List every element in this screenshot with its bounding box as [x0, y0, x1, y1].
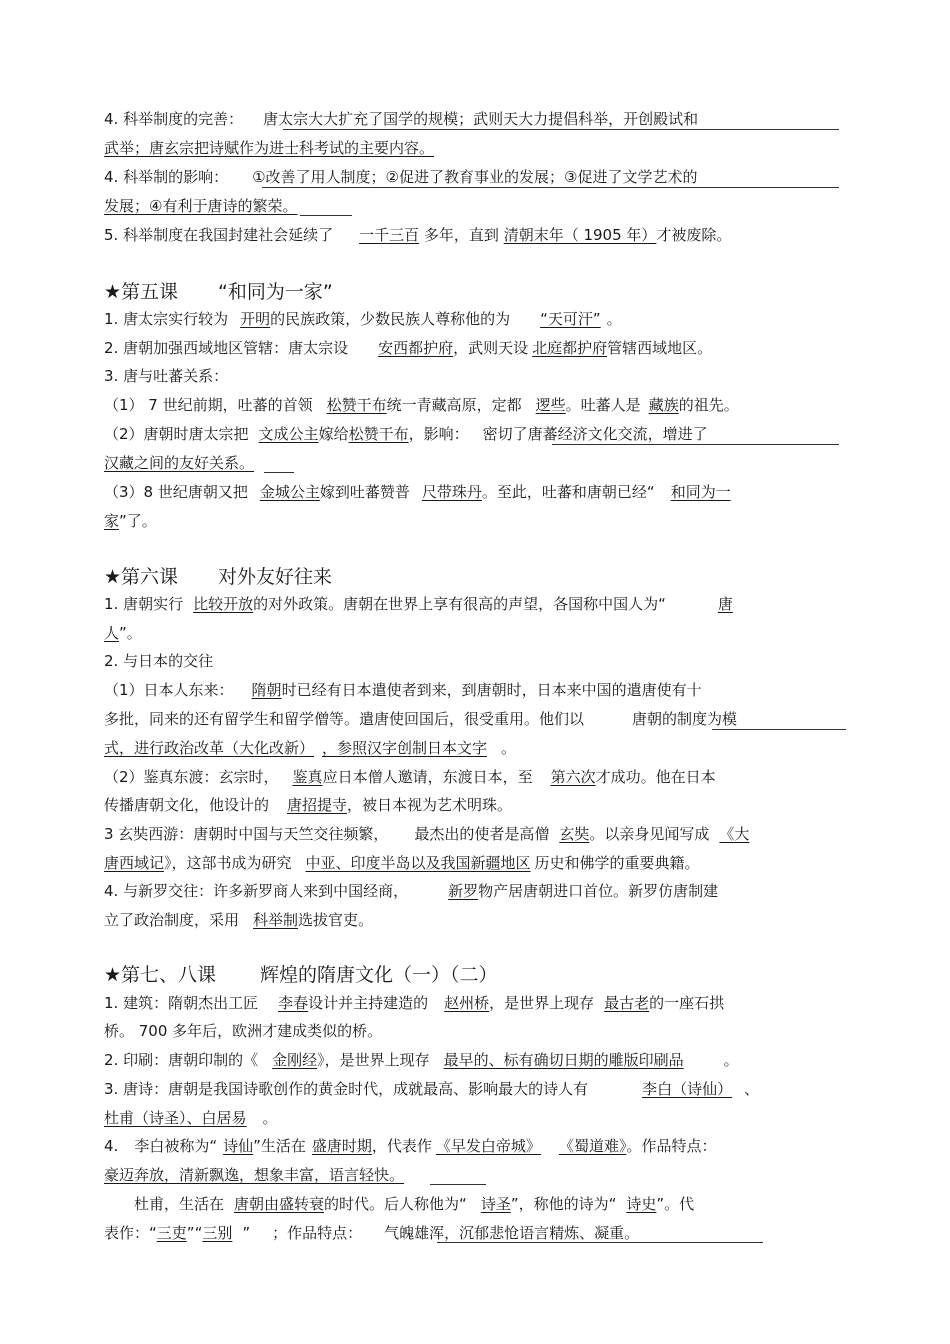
text-segment: 传播唐朝文化，他设计的	[104, 796, 270, 814]
text-line	[104, 765, 716, 789]
heading-title: “和同为一家”	[218, 281, 333, 303]
text-segment: 统一青藏高原，定都	[386, 396, 522, 414]
filled-answer: 唐西域记	[104, 854, 165, 872]
text-line	[104, 364, 228, 388]
filled-answer: 中亚、印度半岛以及我国新疆地区	[305, 854, 531, 872]
text-segment: 3. 唐诗：唐朝是我国诗歌创作的黄金时代，成就最高、影响最大的诗人有	[104, 1080, 589, 1098]
text-segment: ，是世界上现存	[489, 994, 595, 1012]
filled-answer: 科举制	[253, 911, 299, 929]
answer-underline	[262, 187, 839, 188]
text-line	[104, 307, 622, 331]
text-segment: 4. 科举制的影响：	[104, 168, 229, 186]
answer-underline	[430, 1184, 486, 1185]
filled-answer: 汉藏之间的友好关系。	[104, 454, 255, 472]
text-segment: 》，这部书成为研究	[164, 854, 292, 872]
text-segment: 杜甫，生活在	[134, 1195, 225, 1213]
text-segment: 。吐蕃人是	[565, 396, 641, 414]
filled-answer: 松赞干布	[348, 425, 409, 443]
text-segment: 5. 科举制度在我国封建社会延续了	[104, 226, 334, 244]
text-segment: 立了政治制度，采用	[104, 911, 240, 929]
filled-answer: 尺带珠丹	[421, 483, 482, 501]
text-segment: 才成功。他在日本	[595, 768, 716, 786]
answer-underline	[712, 729, 846, 730]
filled-answer: 金刚经	[272, 1051, 318, 1069]
text-line	[104, 223, 731, 247]
text-segment: 4. 与新罗交往：许多新罗商人来到中国经商，	[104, 882, 409, 900]
filled-answer: 盛唐时期	[311, 1137, 372, 1155]
answer-underline	[552, 444, 839, 445]
filled-answer: 李白（诗仙）	[642, 1080, 733, 1098]
text-line	[104, 908, 373, 932]
text-line	[104, 991, 724, 1015]
filled-answer: 气魄雄浑，沉郁悲怆语言精炼、凝重。	[384, 1224, 640, 1242]
filled-answer: 清朝末年（ 1905 年）	[503, 226, 657, 244]
heading-number: ★第七、八课	[104, 964, 217, 986]
text-line	[104, 1106, 278, 1130]
text-line	[104, 136, 434, 160]
text-segment: 。作品特点：	[626, 1137, 717, 1155]
text-segment: ，被日本视为艺术明珠。	[347, 796, 513, 814]
text-segment: ，代表作	[371, 1137, 432, 1155]
text-line	[104, 879, 718, 903]
filled-answer: 鉴真	[292, 768, 323, 786]
text-line	[104, 592, 733, 616]
text-segment: 3. 唐与吐蕃关系：	[104, 367, 229, 385]
filled-answer: 藏族	[648, 396, 679, 414]
filled-answer: 唐太宗大大扩充了国学的规模；武则天大力提倡科举，开创殿试和	[263, 110, 699, 128]
text-line	[104, 1163, 404, 1187]
heading-number: ★第六课	[104, 566, 179, 588]
text-segment: （2）鉴真东渡：玄宗时，	[104, 768, 279, 786]
filled-answer: “天可汗”	[540, 310, 601, 328]
filled-answer: 松赞干布	[326, 396, 387, 414]
filled-answer: 李春	[278, 994, 309, 1012]
filled-answer: 北庭都护府	[532, 339, 608, 357]
text-segment: 李白被称为“	[134, 1137, 218, 1155]
text-segment: 的民族政策，少数民族人尊称他的为	[270, 310, 511, 328]
filled-answer: 诗史	[626, 1195, 657, 1213]
answer-underline	[264, 472, 294, 473]
text-segment: 》，是世界上现存	[317, 1051, 430, 1069]
text-segment: 1. 唐朝实行	[104, 595, 184, 613]
text-line	[104, 336, 712, 360]
text-segment: 、	[744, 1080, 760, 1098]
filled-answer: 诗圣	[480, 1195, 511, 1213]
text-segment: ”。	[119, 624, 142, 642]
filled-answer: 唐招提寺	[287, 796, 348, 814]
filled-answer: 最古老	[604, 994, 650, 1012]
filled-answer: 人	[104, 624, 120, 642]
filled-answer: 发展；④有利于唐诗的繁荣。	[104, 197, 298, 215]
filled-answer: 隋朝	[251, 681, 282, 699]
text-segment: 表作：“	[104, 1224, 157, 1242]
filled-answer: 唐朝由盛转衰	[234, 1195, 325, 1213]
text-segment: 。	[262, 1109, 278, 1127]
text-segment: 。	[606, 310, 622, 328]
filled-answer: 诗仙	[223, 1137, 254, 1155]
answer-underline	[437, 1242, 763, 1243]
text-line	[104, 793, 512, 817]
text-line	[134, 1192, 694, 1216]
text-segment: 2. 与日本的交往	[104, 652, 214, 670]
filled-answer: 武举；唐玄宗把诗赋作为进士科考试的主要内容。	[104, 139, 435, 157]
text-segment: 嫁给	[318, 425, 349, 443]
filled-answer: 和同为一	[670, 483, 731, 501]
section-heading	[104, 278, 333, 306]
text-segment: （3）8 世纪唐朝又把	[104, 483, 248, 501]
text-line	[104, 165, 697, 189]
text-segment: （1） 7 世纪前期，吐蕃的首领	[104, 396, 313, 414]
text-segment: 1. 唐太宗实行较为	[104, 310, 229, 328]
text-segment: 最杰出的使者是高僧	[414, 825, 550, 843]
filled-answer: 唐朝的制度为模	[632, 710, 738, 728]
text-segment: 桥。 700 多年后，欧洲才建成类似的桥。	[104, 1022, 383, 1040]
text-segment: 嫁到吐蕃赞普	[319, 483, 410, 501]
filled-answer: 唐	[717, 595, 733, 613]
text-segment: 2. 印刷：唐朝印制的《	[104, 1051, 259, 1069]
filled-answer: 密切了唐蕃经济文化交流，增进了	[482, 425, 708, 443]
text-segment: 的一座石拱	[649, 994, 725, 1012]
text-line	[104, 707, 737, 731]
section-heading	[104, 961, 498, 989]
filled-answer: 安西都护府	[378, 339, 454, 357]
text-segment: 1. 建筑：隋朝杰出工匠	[104, 994, 259, 1012]
text-segment: ”“	[186, 1224, 203, 1242]
text-line	[104, 1077, 759, 1101]
section-heading	[104, 563, 332, 591]
text-line	[104, 736, 516, 760]
text-segment: ；作品特点：	[272, 1224, 363, 1242]
text-segment: 4.	[104, 1137, 119, 1155]
filled-answer: 《早发白帝城》	[435, 1137, 541, 1155]
text-line	[104, 678, 702, 702]
text-segment: 多批，同来的还有留学生和留学僧等。遣唐使回国后，很受重用。他们以	[104, 710, 585, 728]
filled-answer: 三别	[202, 1224, 233, 1242]
filled-answer: 逻些	[535, 396, 566, 414]
filled-answer: 家	[104, 512, 120, 530]
text-line	[104, 649, 213, 673]
text-line	[104, 822, 749, 846]
filled-answer: 文成公主	[258, 425, 319, 443]
heading-title: 辉煌的隋唐文化（一）（二）	[260, 964, 498, 986]
text-line	[104, 480, 731, 504]
text-line	[104, 1019, 382, 1043]
filled-answer: 玄奘	[559, 825, 590, 843]
text-segment: 。	[501, 739, 517, 757]
text-segment: ，影响：	[408, 425, 469, 443]
text-line	[104, 194, 297, 218]
text-line	[104, 451, 254, 475]
text-segment: 多年，直到	[423, 226, 499, 244]
text-segment: 2. 唐朝加强西域地区管辖：唐太宗设	[104, 339, 349, 357]
filled-answer: 豪迈奔放，清新飘逸，想象丰富，语言轻快。	[104, 1166, 405, 1184]
filled-answer: 新罗	[448, 882, 479, 900]
text-segment: 才被废除。	[656, 226, 732, 244]
text-segment: 的时代。后人称他为“	[324, 1195, 467, 1213]
answer-underline	[300, 215, 352, 216]
text-segment: 。	[723, 1051, 739, 1069]
text-segment: （1）日本人东来：	[104, 681, 234, 699]
text-segment: 的祖先。	[678, 396, 739, 414]
filled-answer: 赵州桥	[444, 994, 490, 1012]
text-line	[104, 509, 157, 533]
answer-underline	[283, 129, 839, 130]
text-segment: 选拔官吏。	[298, 911, 374, 929]
filled-answer: 《蜀道难》	[558, 1137, 627, 1155]
text-segment: 物产居唐朝进口首位。新罗仿唐制建	[478, 882, 719, 900]
text-segment: 。以亲身见闻写成	[589, 825, 710, 843]
text-segment: 历史和佛学的重要典籍。	[534, 854, 700, 872]
text-line	[104, 1134, 716, 1158]
text-segment: 3 玄奘西游：唐朝时中国与天竺交往频繁，	[104, 825, 389, 843]
filled-answer: 开明	[240, 310, 271, 328]
heading-number: ★第五课	[104, 281, 179, 303]
text-line	[104, 1048, 739, 1072]
filled-answer: 金城公主	[259, 483, 320, 501]
text-segment: ，武则天设	[453, 339, 529, 357]
text-line	[104, 621, 142, 645]
text-segment: ”	[242, 1224, 251, 1242]
text-segment: ”生活在	[253, 1137, 306, 1155]
filled-answer: 最早的、标有确切日期的雕版印刷品	[443, 1051, 684, 1069]
filled-answer: 《大	[719, 825, 750, 843]
text-segment: 的对外政策。唐朝在世界上享有很高的声望，各国称中国人为“	[253, 595, 666, 613]
filled-answer: 比较开放	[193, 595, 254, 613]
filled-answer: ，参照汉字创制日本文字	[322, 739, 488, 757]
text-line	[104, 393, 739, 417]
filled-answer: ①改善了用人制度；②促进了教育事业的发展；③促进了文学艺术的	[252, 168, 698, 186]
filled-answer: 杜甫（诗圣）、白居易	[104, 1109, 247, 1127]
filled-answer: 第六次	[550, 768, 596, 786]
text-segment: （2）唐朝时唐太宗把	[104, 425, 249, 443]
text-line	[104, 422, 708, 446]
text-segment: 设计并主持建造的	[308, 994, 429, 1012]
text-segment: 4. 科举制度的完善：	[104, 110, 244, 128]
text-segment: ”，称他的诗为“	[510, 1195, 617, 1213]
text-segment: 应日本僧人邀请，东渡日本，至	[322, 768, 533, 786]
heading-title: 对外友好往来	[218, 566, 333, 588]
filled-answer: 三吏	[156, 1224, 187, 1242]
text-line	[104, 851, 700, 875]
filled-answer: 一千三百	[359, 226, 420, 244]
text-line	[104, 107, 698, 131]
text-segment: ”。代	[656, 1195, 695, 1213]
text-segment: 时已经有日本遣使者到来，到唐朝时，日本来中国的遣唐使有十	[281, 681, 702, 699]
filled-answer: 式，进行政治改革（大化改新）	[104, 739, 315, 757]
text-segment: 。至此，吐蕃和唐朝已经“	[481, 483, 655, 501]
text-segment: 管辖西域地区。	[607, 339, 713, 357]
text-segment: ”了。	[119, 512, 157, 530]
